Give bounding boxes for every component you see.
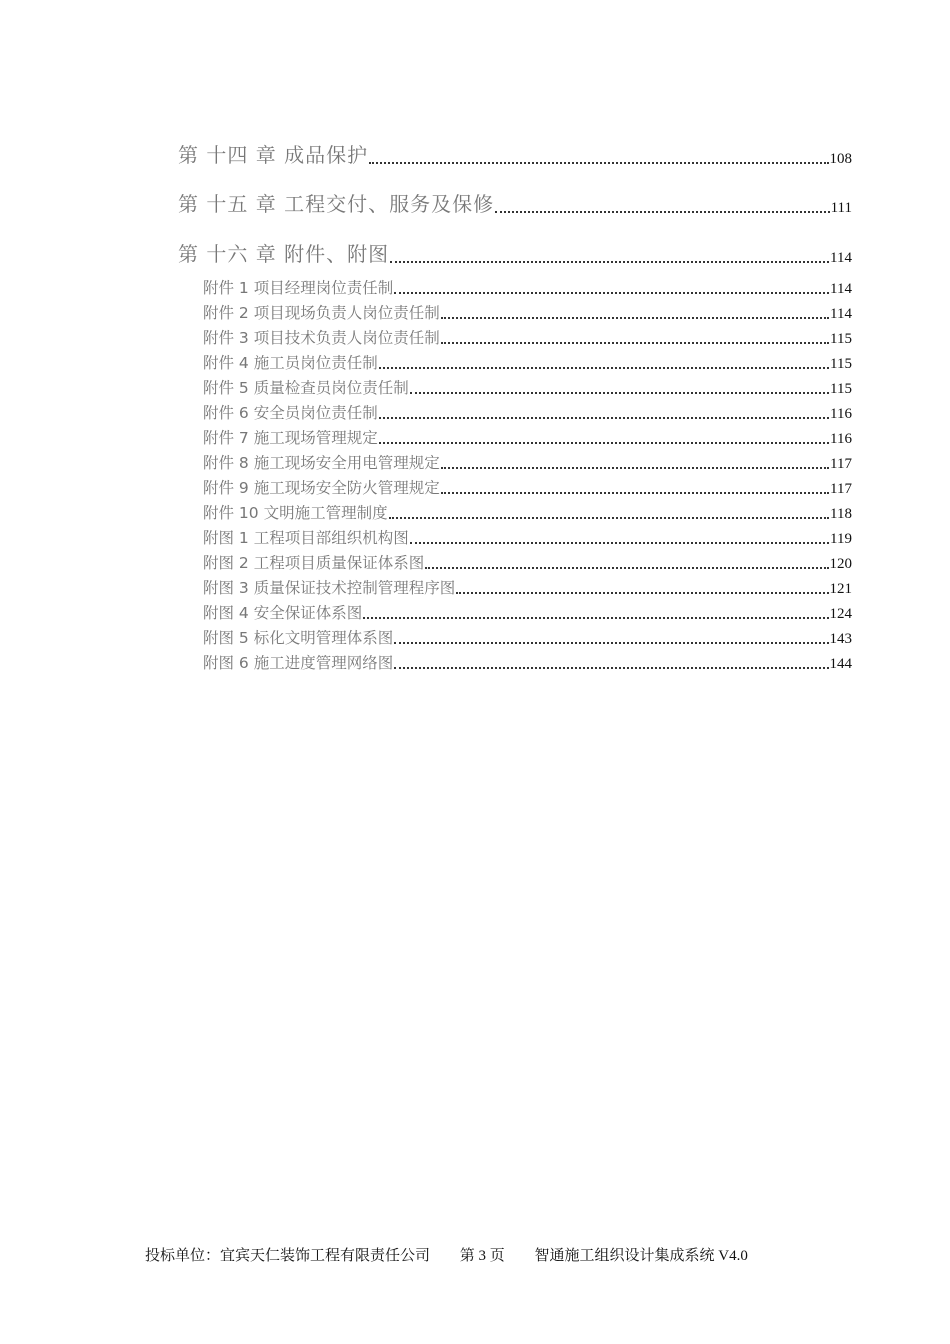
toc-entry-title: 附件 9 施工现场安全防火管理规定 <box>203 479 440 497</box>
dot-leader <box>441 342 829 344</box>
toc-entry-page: 118 <box>830 506 852 522</box>
toc-entry-page: 114 <box>830 306 852 322</box>
toc-entry-page: 117 <box>830 456 852 472</box>
toc-entry-title: 第 十五 章 工程交付、服务及保修 <box>178 192 495 216</box>
toc-entry-title: 附件 6 安全员岗位责任制 <box>203 404 378 422</box>
toc-appendix-item[interactable] <box>203 401 852 423</box>
dot-leader <box>390 261 829 263</box>
toc-appendix-item[interactable] <box>203 626 852 648</box>
dot-leader <box>441 492 829 494</box>
toc-appendix-item[interactable] <box>203 276 852 298</box>
toc-entry-title: 附图 4 安全保证体系图 <box>203 604 363 622</box>
toc-entry-title: 第 十四 章 成品保护 <box>178 143 369 167</box>
dot-leader <box>394 667 828 669</box>
toc-entry-title: 附件 3 项目技术负责人岗位责任制 <box>203 329 440 347</box>
toc-entry-title: 附图 2 工程项目质量保证体系图 <box>203 554 425 572</box>
toc-entry-title: 附图 1 工程项目部组织机构图 <box>203 529 409 547</box>
footer-company: 投标单位：宜宾天仁装饰工程有限责任公司 <box>145 1248 431 1264</box>
toc-entry-page: 124 <box>829 606 852 622</box>
toc-appendix-item[interactable] <box>203 651 852 673</box>
toc-entry-title: 附件 5 质量检查员岗位责任制 <box>203 379 409 397</box>
dot-leader <box>410 542 829 544</box>
dot-leader <box>495 211 830 213</box>
toc-entry-page: 115 <box>830 331 852 347</box>
toc-appendix-item[interactable] <box>203 451 852 473</box>
toc-appendix-item[interactable] <box>203 351 852 373</box>
toc-entry-page: 116 <box>830 431 852 447</box>
dot-leader <box>456 592 828 594</box>
toc-appendix-item[interactable] <box>203 426 852 448</box>
toc-entry-title: 附件 1 项目经理岗位责任制 <box>203 279 394 297</box>
toc-entry-title: 附件 8 施工现场安全用电管理规定 <box>203 454 440 472</box>
toc-entry-page: 119 <box>830 531 852 547</box>
toc-appendix-item[interactable] <box>203 576 852 598</box>
toc-appendix-item[interactable] <box>203 301 852 323</box>
toc-entry-page: 111 <box>830 200 852 216</box>
toc-appendix-item[interactable] <box>203 551 852 573</box>
toc-entry-page: 121 <box>829 581 852 597</box>
dot-leader <box>389 517 829 519</box>
toc-entry-page: 117 <box>830 481 852 497</box>
toc-chapter-15[interactable] <box>178 187 852 217</box>
toc-entry-page: 115 <box>830 381 852 397</box>
toc-entry-page: 115 <box>830 356 852 372</box>
dot-leader <box>441 317 829 319</box>
toc-entry-title: 附图 3 质量保证技术控制管理程序图 <box>203 579 456 597</box>
dot-leader <box>379 417 829 419</box>
toc-entry-page: 114 <box>830 250 852 266</box>
dot-leader <box>369 162 828 164</box>
toc-entry-title: 附件 4 施工员岗位责任制 <box>203 354 378 372</box>
dot-leader <box>394 292 829 294</box>
toc-entry-page: 116 <box>830 406 852 422</box>
toc-entry-title: 附图 6 施工进度管理网络图 <box>203 654 394 672</box>
toc-entry-title: 附件 10 文明施工管理制度 <box>203 504 388 522</box>
toc-entry-title: 第 十六 章 附件、附图 <box>178 242 390 266</box>
footer-system-name: 智通施工组织设计集成系统 V4.0 <box>534 1248 748 1264</box>
toc-appendix-item[interactable] <box>203 326 852 348</box>
toc-appendix-item[interactable] <box>203 526 852 548</box>
toc-entry-page: 143 <box>829 631 852 647</box>
toc-entry-page: 114 <box>830 281 852 297</box>
dot-leader <box>425 567 828 569</box>
dot-leader <box>441 467 829 469</box>
dot-leader <box>379 442 829 444</box>
toc-entry-title: 附图 5 标化文明管理体系图 <box>203 629 394 647</box>
dot-leader <box>363 617 828 619</box>
toc-chapter-14[interactable] <box>178 138 852 168</box>
toc-entry-page: 108 <box>829 151 852 167</box>
toc-appendix-item[interactable] <box>203 501 852 523</box>
toc-appendix-item[interactable] <box>203 376 852 398</box>
toc-appendix-item[interactable] <box>203 601 852 623</box>
dot-leader <box>379 367 829 369</box>
footer-page-number: 第 3 页 <box>459 1248 505 1264</box>
toc-entry-title: 附件 7 施工现场管理规定 <box>203 429 378 447</box>
toc-appendix-item[interactable] <box>203 476 852 498</box>
page-footer <box>145 1244 748 1265</box>
dot-leader <box>410 392 829 394</box>
dot-leader <box>394 642 828 644</box>
toc-entry-page: 144 <box>829 656 852 672</box>
toc-entry-page: 120 <box>829 556 852 572</box>
toc-entry-title: 附件 2 项目现场负责人岗位责任制 <box>203 304 440 322</box>
toc-chapter-16[interactable] <box>178 237 852 267</box>
